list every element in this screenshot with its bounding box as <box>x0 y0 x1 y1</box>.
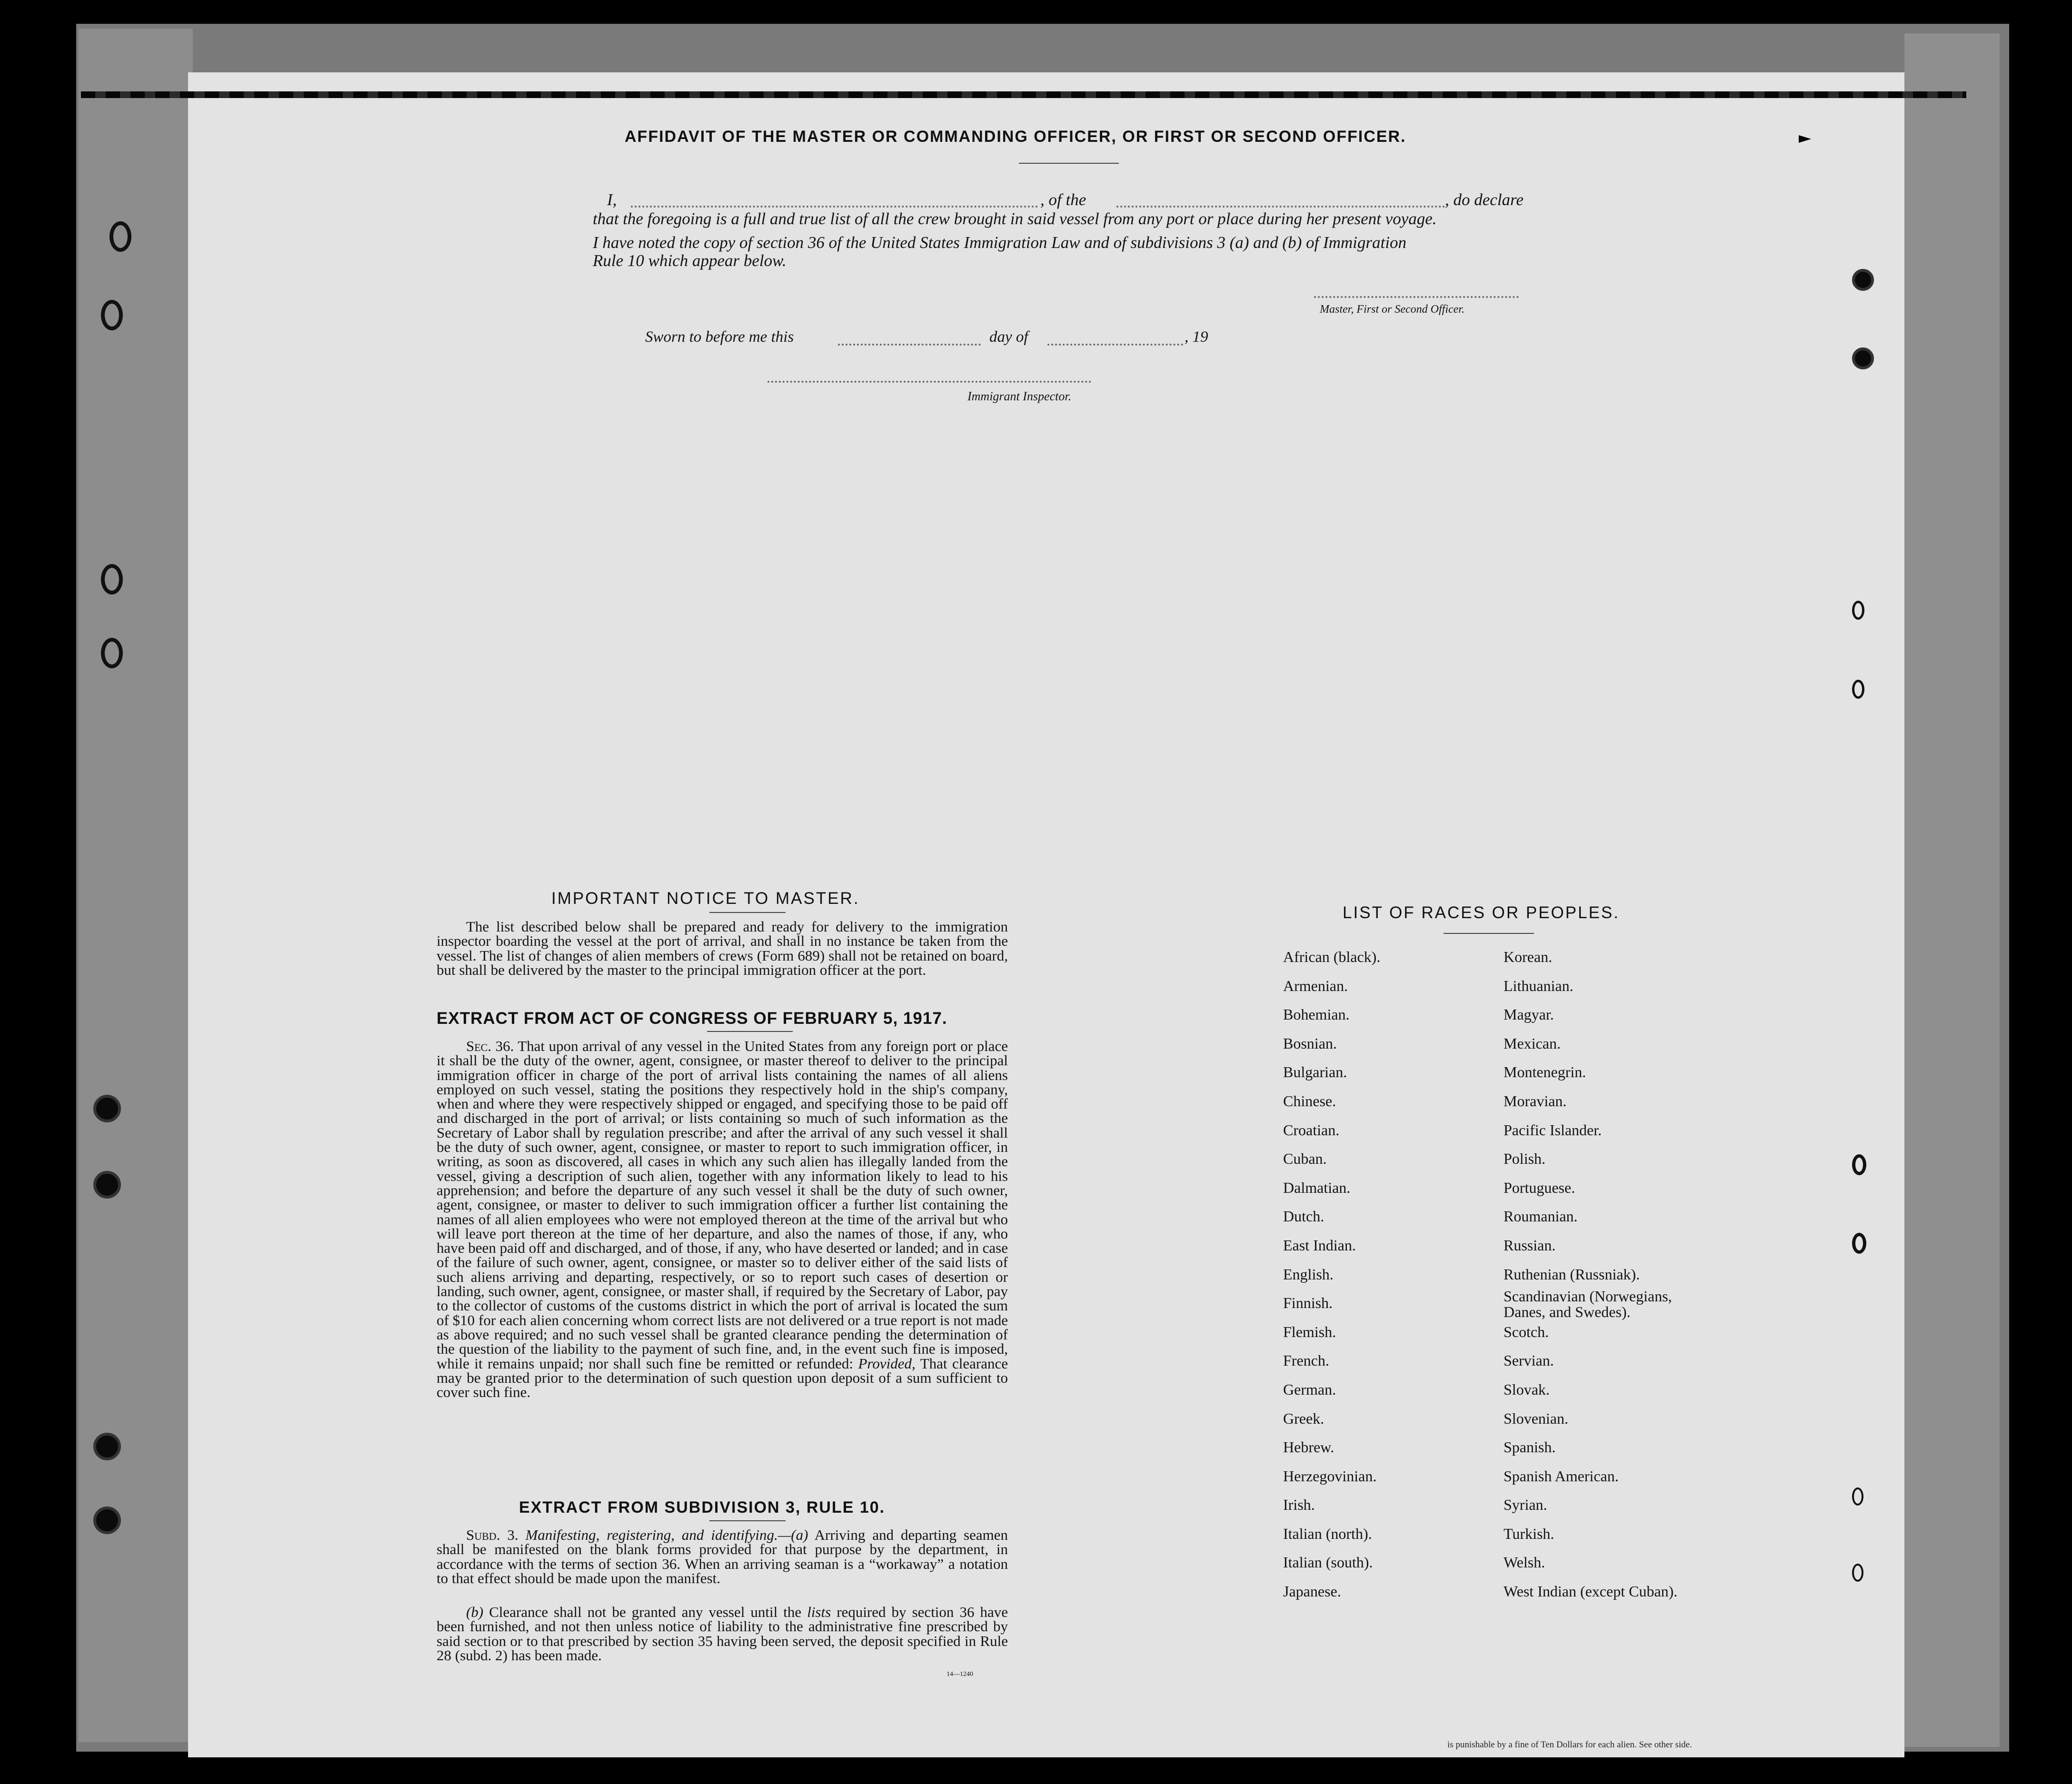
sworn-day-field[interactable] <box>838 344 981 346</box>
para-b-prefix: (b) <box>466 1604 484 1620</box>
affidavit-title-rule <box>1019 163 1119 164</box>
race-item: East Indian. <box>1283 1236 1356 1254</box>
notice-body: The list described below shall be prepared and ready for delivery to the immigration inspector boarding the vessel at the port of arrival, and shall in no instance be taken from the vessel. The list of changes of alien members of crews (Form 689) shall not be retained on board, but shall be delivered by the master to the principal immigration officer at the port. <box>437 918 1008 978</box>
binder-hole-icon <box>93 1506 121 1534</box>
binder-hole-icon <box>93 1095 121 1122</box>
para-a-prefix: —(a) <box>777 1526 808 1543</box>
right-page-edge <box>1904 33 2000 1747</box>
extract-rule-title: EXTRACT FROM SUBDIVISION 3, RULE 10. <box>519 1498 886 1516</box>
binder-ring-icon <box>101 638 123 668</box>
form-number: 14—1240 <box>946 1671 973 1678</box>
extract-act-title: EXTRACT FROM ACT OF CONGRESS OF FEBRUARY 5, 1917. <box>437 1009 947 1028</box>
race-item: French. <box>1283 1352 1329 1369</box>
race-item: African (black). <box>1283 948 1381 965</box>
race-item: Slovak. <box>1504 1380 1550 1398</box>
race-item: Bohemian. <box>1283 1006 1350 1023</box>
inspector-label: Immigrant Inspector. <box>967 389 1072 403</box>
race-item: German. <box>1283 1380 1336 1398</box>
race-item: Spanish. <box>1504 1438 1556 1456</box>
binder-strip <box>79 29 193 1742</box>
extract-act-body <box>437 1039 1008 1399</box>
extract-rule-rule <box>709 1520 786 1521</box>
race-item: Portuguese. <box>1504 1179 1575 1196</box>
sec-body: That upon arrival of any vessel in the United States from any foreign port or place it shall be the duty of the owner, agent, consignee, or master thereof to deliver to the principal immigration officer in charge of the port of arrival lists containing the names of all aliens employed on such vessel, stating the positions they respectively hold in the ship's company, when and where they were respectively shipped or engaged, and specifying those to be paid off and discharged in the port of arrival; or lists containing so much of such information as the Secretary of Labor shall by regulation prescribe; and after the arrival of any such vessel it shall be the duty of such owner, agent, consignee, or master to report to such immigration officer, in writing, as soon as discovered, all cases in which any such alien has illegally landed from the vessel, giving a description of such alien, together with any information likely to lead to his apprehension; and before the departure of any such vessel it shall be the duty of such owner, agent, consignee, or master to deliver to such immigration officer a further list containing the names of all alien employees who were not employed thereon at the time of the arrival but who will leave port thereon at the time of her departure, and also the names of those, if any, who have been paid off and discharged, and of those, if any, who have deserted or landed; and in case of the failure of such owner, agent, consignee, or master so to deliver either of the said lists of such aliens arriving and departing, respectively, or so to report such cases of desertion or landing, such owner, agent, consignee, or master shall, if required by the Secretary of Labor, pay to the collector of customs of the customs district in which the port of arrival is located the sum of $10 for each alien concerning whom correct lists are not delivered or a true report is not made as above required; and no such vessel shall be granted clearance pending the determination of the question of the liability to the payment of such fine, and, in the event such fine is imposed, while it remains unpaid; nor shall such fine be remitted or refunded: <box>437 1038 1008 1372</box>
para-b-lists: lists <box>807 1604 831 1620</box>
affidavit-line-2: that the foregoing is a full and true list of all the crew brought in said vessel from any port or place during her present voyage. <box>593 209 1437 228</box>
binder-ring-icon <box>101 300 123 330</box>
race-item: Montenegrin. <box>1504 1063 1586 1081</box>
arrow-mark-icon <box>1799 135 1811 143</box>
races-title-rule <box>1444 933 1534 934</box>
race-item: Roumanian. <box>1504 1208 1578 1225</box>
race-item: Herzegovinian. <box>1283 1467 1377 1485</box>
sworn-month-field[interactable] <box>1047 344 1183 346</box>
notice-title: IMPORTANT NOTICE TO MASTER. <box>551 889 860 908</box>
master-signature-label: Master, First or Second Officer. <box>1320 303 1464 316</box>
ring-edge-icon <box>1852 680 1864 699</box>
race-item: English. <box>1283 1265 1334 1283</box>
race-item: Scandinavian (Norwegians, Danes, and Swedes). <box>1504 1288 1672 1321</box>
ring-edge-icon <box>1852 1564 1863 1582</box>
race-item: Dalmatian. <box>1283 1179 1351 1196</box>
race-item: Mexican. <box>1504 1034 1561 1052</box>
provided-word: Provided, <box>858 1355 916 1372</box>
ring-edge-icon <box>1852 1154 1866 1175</box>
race-item: Lithuanian. <box>1504 977 1574 994</box>
race-item: Dutch. <box>1283 1208 1325 1225</box>
para-b-text-1: Clearance shall not be granted any vessel until the <box>489 1604 802 1620</box>
ring-edge-icon <box>1852 1487 1863 1506</box>
race-item: Ruthenian (Russniak). <box>1504 1265 1640 1283</box>
races-right-column <box>1504 942 1713 1606</box>
ring-edge-icon <box>1852 601 1864 620</box>
race-item: Flemish. <box>1283 1323 1336 1340</box>
race-item: Slovenian. <box>1504 1409 1568 1427</box>
race-item: Irish. <box>1283 1496 1315 1514</box>
punch-hole-icon <box>1852 269 1874 291</box>
race-item: Scotch. <box>1504 1323 1549 1340</box>
binder-ring-icon <box>101 564 123 595</box>
affidavit-title: AFFIDAVIT OF THE MASTER OR COMMANDING OFFICER, OR FIRST OR SECOND OFFICER. <box>625 128 1406 146</box>
race-item: Italian (north). <box>1283 1525 1372 1542</box>
subd-heading: Manifesting, registering, and identifying. <box>525 1526 778 1543</box>
races-title: LIST OF RACES OR PEOPLES. <box>1343 903 1620 922</box>
race-item: Servian. <box>1504 1352 1554 1369</box>
race-item: Pacific Islander. <box>1504 1121 1602 1139</box>
sec-body-end: That clearance may be granted prior to the determination of such question upon deposit of a sum sufficient to cover such fine. <box>437 1355 1008 1401</box>
race-item: Bulgarian. <box>1283 1063 1347 1081</box>
race-item: Russian. <box>1504 1236 1556 1254</box>
sworn-text: Sworn to before me this <box>645 328 794 346</box>
race-item: Croatian. <box>1283 1121 1340 1139</box>
binder-hole-icon <box>93 1433 121 1460</box>
race-item: Italian (south). <box>1283 1554 1373 1571</box>
torn-top-edge <box>81 91 1966 98</box>
race-item: Syrian. <box>1504 1496 1547 1514</box>
footer-note: is punishable by a fine of Ten Dollars for each alien. See other side. <box>1447 1740 1692 1750</box>
affidavit-i: I, <box>607 190 617 209</box>
notice-title-rule <box>709 912 786 913</box>
inspector-signature-field[interactable] <box>767 381 1091 383</box>
race-item: Spanish American. <box>1504 1467 1619 1485</box>
master-signature-field[interactable] <box>1314 296 1519 298</box>
sworn-day-of: day of <box>989 328 1028 346</box>
race-item: Greek. <box>1283 1409 1325 1427</box>
race-item: Cuban. <box>1283 1150 1327 1168</box>
affidavit-line-3: I have noted the copy of section 36 of the United States Immigration Law and of subdivisions 3 (a) and (b) of Immigration <box>593 233 1406 252</box>
extract-rule-para-a <box>437 1528 1008 1586</box>
race-item: West Indian (except Cuban). <box>1504 1583 1678 1600</box>
affidavit-do-declare: , do declare <box>1445 190 1524 209</box>
subd-label: Subd. 3. <box>466 1526 518 1543</box>
race-item: Hebrew. <box>1283 1438 1335 1456</box>
sec-label: Sec. 36. <box>466 1038 514 1054</box>
sworn-year: , 19 <box>1185 328 1208 346</box>
race-item: Korean. <box>1504 948 1553 965</box>
race-item: Magyar. <box>1504 1006 1554 1023</box>
para-a-text: Arriving and departing seamen shall be manifested on the blank forms provided for that purpose by the department, in accordance with the terms of section 36. When an arriving seaman is a “workaway” a notation to that effect should be made upon the manifest. <box>437 1526 1008 1586</box>
extract-rule-para-b <box>437 1605 1008 1663</box>
binder-ring-icon <box>110 221 131 252</box>
punch-hole-icon <box>1852 347 1874 369</box>
para-b-text-2: required by section 36 have been furnished, and not then unless notice of liability to the administrative fine prescribed by said section or to that prescribed by section 35 having been served, the deposit specified in Rule 28 (subd. 2) has been made. <box>437 1604 1008 1664</box>
ring-edge-icon <box>1852 1233 1866 1254</box>
affidavit-of-the: , of the <box>1040 190 1086 209</box>
race-item: Bosnian. <box>1283 1034 1337 1052</box>
master-name-field[interactable] <box>631 206 1038 208</box>
affidavit-line-4: Rule 10 which appear below. <box>593 251 787 270</box>
binder-hole-icon <box>93 1171 121 1199</box>
race-item: Armenian. <box>1283 977 1348 994</box>
race-item: Chinese. <box>1283 1092 1336 1110</box>
vessel-name-field[interactable] <box>1116 206 1445 208</box>
race-item: Polish. <box>1504 1150 1546 1168</box>
race-item: Welsh. <box>1504 1554 1545 1571</box>
races-left-column <box>1283 942 1380 1606</box>
race-item: Japanese. <box>1283 1583 1341 1600</box>
race-item: Turkish. <box>1504 1525 1554 1542</box>
race-item: Finnish. <box>1283 1294 1333 1312</box>
extract-act-rule <box>707 1031 793 1032</box>
race-item: Moravian. <box>1504 1092 1567 1110</box>
